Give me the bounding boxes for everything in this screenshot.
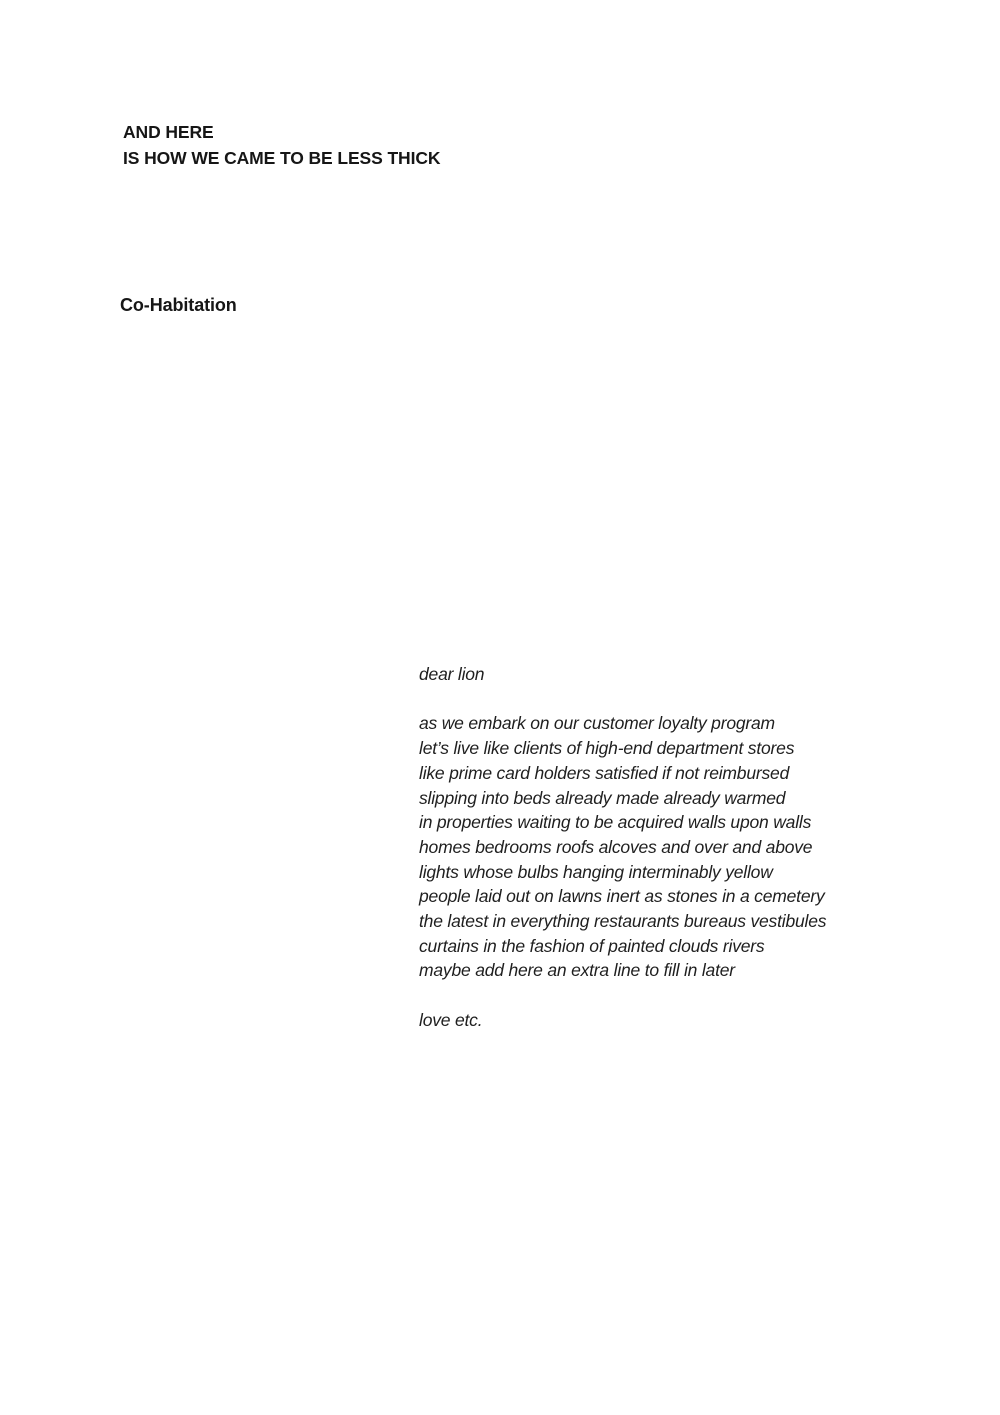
running-header — [123, 119, 440, 171]
poem-line: like prime card holders satisfied if not reimbursed — [419, 762, 790, 783]
header-line-1: AND HERE — [123, 122, 214, 142]
blank-line — [419, 687, 826, 712]
poem-line: slipping into beds already made already warmed — [419, 787, 786, 808]
poem-closing: love etc. — [419, 1009, 483, 1030]
poem-line: the latest in everything restaurants bureaus vestibules — [419, 911, 827, 932]
poem-title: Co-Habitation — [120, 295, 237, 315]
blank-line — [419, 983, 826, 1008]
poem-line: as we embark on our customer loyalty program — [419, 713, 775, 734]
poem-line: in properties waiting to be acquired walls upon walls — [419, 812, 812, 833]
poem-line: people laid out on lawns inert as stones in a cemetery — [419, 886, 825, 907]
poem-salutation: dear lion — [419, 664, 485, 684]
poem-line: maybe add here an extra line to fill in later — [419, 960, 735, 981]
poem-line: homes bedrooms roofs alcoves and over and above — [419, 836, 813, 857]
poem-line: lights whose bulbs hanging interminably yellow — [419, 861, 773, 882]
poem-line: curtains in the fashion of painted clouds rivers — [419, 935, 765, 956]
poem-line: let’s live like clients of high-end department stores — [419, 738, 795, 759]
header-line-2: IS HOW WE CAME TO BE LESS THICK — [123, 148, 441, 168]
poem-body — [419, 662, 826, 1033]
